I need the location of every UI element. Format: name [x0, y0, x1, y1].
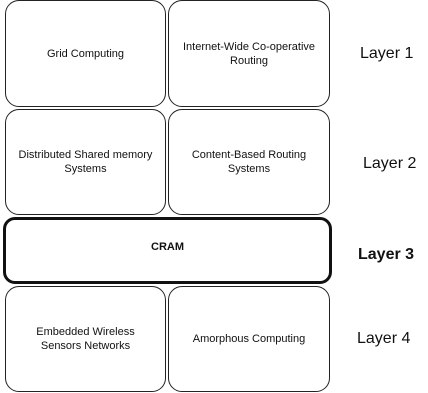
grid-computing-box	[5, 0, 166, 107]
amorphous-computing-box	[168, 286, 330, 392]
embedded-wireless-sensors-text-line2: Sensors Networks	[40, 340, 131, 352]
internet-wide-routing-text-line2: Routing	[230, 54, 268, 67]
embedded-wireless-sensors-text-line1: Embedded Wireless	[36, 326, 135, 338]
distributed-shared-memory-text-line2: Systems	[64, 163, 107, 175]
content-based-routing-box	[168, 109, 330, 215]
embedded-wireless-sensors-box	[5, 286, 166, 392]
grid-computing-text: Grid Computing	[46, 47, 125, 60]
internet-wide-routing-text-line1: Internet-Wide Co-operative	[182, 40, 316, 53]
amorphous-computing-text: Amorphous Computing	[192, 333, 306, 345]
layer-2-label: Layer 2	[363, 155, 417, 172]
distributed-shared-memory-box	[5, 109, 166, 215]
content-based-routing-text-line1: Content-Based Routing	[191, 149, 307, 161]
content-based-routing-text-line2: Systems	[227, 163, 271, 175]
layer-4-label: Layer 4	[357, 330, 411, 347]
layer-3-label: Layer 3	[358, 246, 415, 263]
cram-box	[3, 217, 332, 284]
cram-text: CRAM	[151, 240, 184, 253]
internet-wide-routing-box	[168, 0, 330, 107]
layer-1-label: Layer 1	[360, 45, 414, 62]
distributed-shared-memory-text-line1: Distributed Shared memory	[18, 149, 153, 161]
